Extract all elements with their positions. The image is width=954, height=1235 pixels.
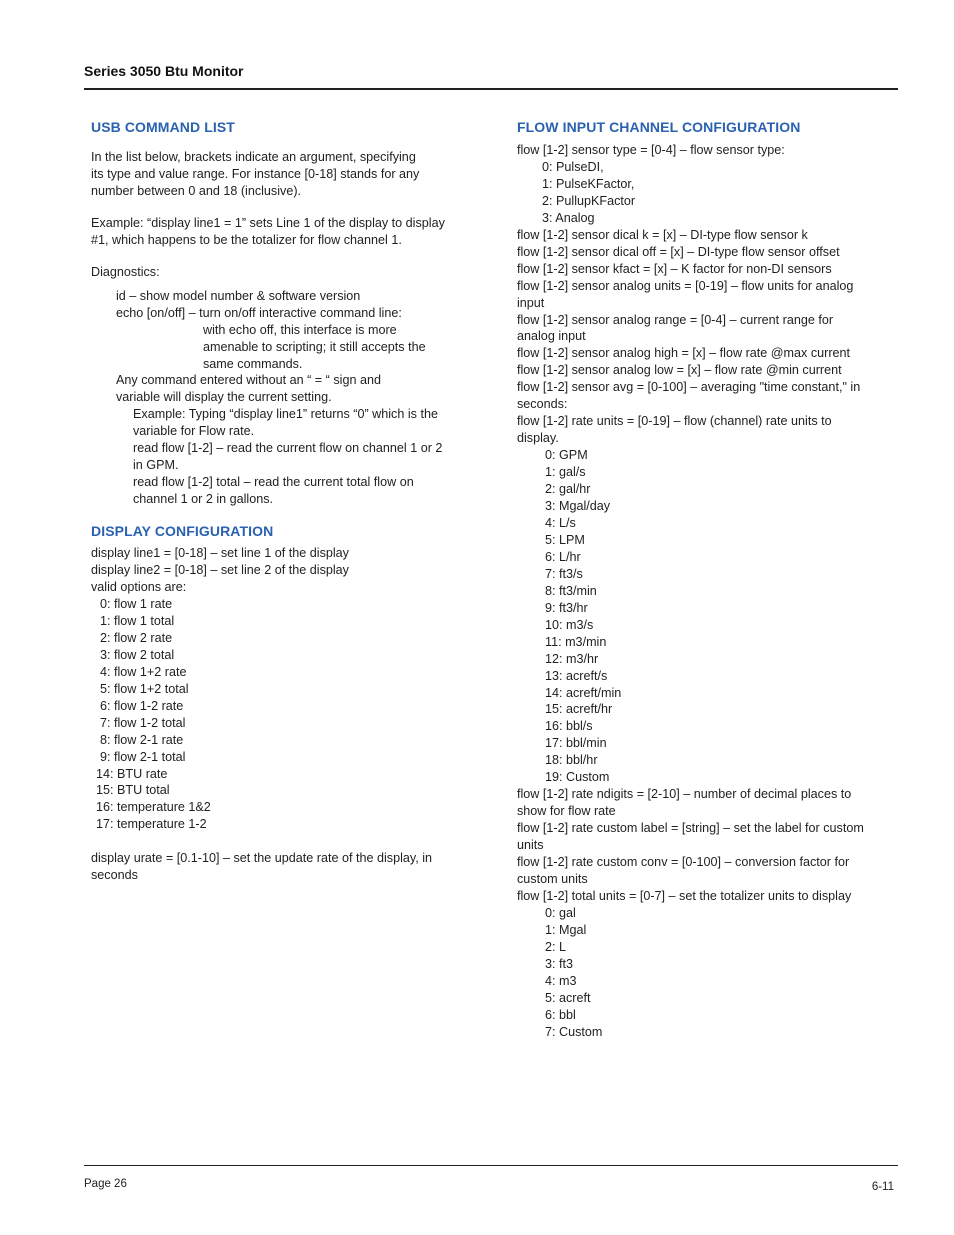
total-unit-option: 6: bbl bbox=[545, 1007, 576, 1022]
rate-unit-option: 0: GPM bbox=[545, 448, 588, 463]
flow-config-line: flow [1-2] sensor avg = [0-100] – averaging "time constant," in bbox=[517, 380, 861, 395]
display-option: 2: flow 2 rate bbox=[100, 630, 173, 645]
total-unit-option: 7: Custom bbox=[545, 1024, 603, 1039]
page-number: Page 26 bbox=[84, 1178, 127, 1190]
flow-config-line: seconds: bbox=[517, 397, 568, 412]
display-option: 15: BTU total bbox=[96, 783, 170, 798]
display-option: 7: flow 1-2 total bbox=[100, 715, 186, 730]
rate-unit-option: 10: m3/s bbox=[545, 617, 594, 632]
flow-config-line: flow [1-2] sensor analog units = [0-19] – flow units for analog bbox=[517, 278, 854, 293]
rate-unit-option: 3: Mgal/day bbox=[545, 499, 611, 514]
read-total-line: read flow [1-2] total – read the current total flow on bbox=[133, 475, 414, 490]
rate-unit-option: 6: L/hr bbox=[545, 549, 581, 564]
rate-unit-option: 13: acreft/s bbox=[545, 668, 608, 683]
total-unit-option: 1: Mgal bbox=[545, 922, 587, 937]
flow-config-line: custom units bbox=[517, 871, 588, 886]
usb-example-line: Example: “display line1 = 1” sets Line 1 of the display to display bbox=[91, 215, 445, 230]
section-number: 6-11 bbox=[871, 1181, 894, 1193]
rate-unit-option: 14: acreft/min bbox=[545, 685, 622, 700]
display-option: 9: flow 2-1 total bbox=[100, 749, 186, 764]
sensor-type-option: 2: PullupKFactor bbox=[542, 193, 636, 208]
rate-unit-option: 12: m3/hr bbox=[545, 651, 599, 666]
typing-example-line: variable for Flow rate. bbox=[133, 424, 255, 439]
diag-echo-note: same commands. bbox=[203, 356, 303, 371]
flow-config-line: flow [1-2] rate units = [0-19] – flow (channel) rate units to bbox=[517, 414, 832, 429]
display-option: 17: temperature 1-2 bbox=[96, 817, 207, 832]
display-config-line: display line1 = [0-18] – set line 1 of the display bbox=[91, 546, 349, 561]
display-urate-line: display urate = [0.1-10] – set the update rate of the display, in bbox=[91, 851, 433, 866]
left-column bbox=[91, 118, 471, 884]
flow-config-line: display. bbox=[517, 431, 559, 446]
usb-intro-line: In the list below, brackets indicate an argument, specifying bbox=[91, 150, 416, 164]
display-option: 16: temperature 1&2 bbox=[96, 800, 211, 815]
display-option: 6: flow 1-2 rate bbox=[100, 698, 184, 713]
rate-unit-option: 15: acreft/hr bbox=[545, 702, 613, 717]
page-header-title: Series 3050 Btu Monitor bbox=[84, 63, 244, 79]
sensor-type-option: 0: PulseDI, bbox=[542, 159, 604, 174]
flow-config-line: flow [1-2] rate ndigits = [2-10] – number of decimal places to bbox=[517, 787, 852, 802]
total-unit-option: 0: gal bbox=[545, 905, 576, 920]
flow-config-line: units bbox=[517, 838, 544, 853]
rate-unit-option: 18: bbl/hr bbox=[545, 753, 598, 768]
display-config-line: valid options are: bbox=[91, 580, 187, 595]
diagnostics-label: Diagnostics: bbox=[91, 264, 160, 279]
rate-unit-option: 5: LPM bbox=[545, 532, 585, 547]
diag-id-line: id – show model number & software version bbox=[116, 288, 361, 303]
display-option: 5: flow 1+2 total bbox=[100, 681, 189, 696]
total-unit-option: 4: m3 bbox=[545, 973, 577, 988]
total-unit-option: 5: acreft bbox=[545, 990, 591, 1005]
flow-config-line: flow [1-2] sensor kfact = [x] – K factor for non-DI sensors bbox=[517, 261, 832, 276]
usb-intro-line: its type and value range. For instance [0-18] stands for any bbox=[91, 166, 420, 181]
usb-intro-line: number between 0 and 18 (inclusive). bbox=[91, 183, 302, 198]
usb-example-line: #1, which happens to be the totalizer for flow channel 1. bbox=[91, 232, 402, 247]
read-total-line: channel 1 or 2 in gallons. bbox=[133, 492, 274, 507]
diag-echo-line: echo [on/off] – turn on/off interactive command line: bbox=[116, 305, 402, 320]
rate-unit-option: 19: Custom bbox=[545, 770, 610, 785]
read-flow-line: read flow [1-2] – read the current flow on channel 1 or 2 bbox=[133, 441, 443, 456]
flow-config-line: show for flow rate bbox=[517, 804, 616, 819]
flow-config-line: input bbox=[517, 295, 545, 310]
any-command-line: variable will display the current setting. bbox=[116, 390, 332, 405]
display-configuration-heading: DISPLAY CONFIGURATION bbox=[91, 523, 274, 540]
display-option: 8: flow 2-1 rate bbox=[100, 732, 184, 747]
rate-unit-option: 8: ft3/min bbox=[545, 583, 597, 598]
display-option: 0: flow 1 rate bbox=[100, 596, 173, 611]
total-unit-option: 3: ft3 bbox=[545, 956, 574, 971]
rate-unit-option: 9: ft3/hr bbox=[545, 600, 588, 615]
usb-command-list-heading: USB COMMAND LIST bbox=[91, 119, 235, 135]
display-config-line: display line2 = [0-18] – set line 2 of the display bbox=[91, 563, 349, 578]
display-option: 3: flow 2 total bbox=[100, 647, 175, 662]
sensor-type-option: 3: Analog bbox=[542, 210, 595, 225]
flow-config-line: flow [1-2] rate custom label = [string] – set the label for custom bbox=[517, 821, 864, 836]
sensor-type-option: 1: PulseKFactor, bbox=[542, 176, 635, 191]
rate-unit-option: 2: gal/hr bbox=[545, 482, 591, 497]
rate-unit-option: 1: gal/s bbox=[545, 465, 586, 480]
display-option: 1: flow 1 total bbox=[100, 613, 175, 628]
diag-echo-note: amenable to scripting; it still accepts the bbox=[203, 339, 426, 354]
flow-input-config-heading: FLOW INPUT CHANNEL CONFIGURATION bbox=[517, 119, 801, 135]
flow-config-line: analog input bbox=[517, 329, 586, 344]
flow-sensor-type-line: flow [1-2] sensor type = [0-4] – flow sensor type: bbox=[517, 143, 785, 157]
flow-config-line: flow [1-2] sensor analog high = [x] – flow rate @max current bbox=[517, 346, 851, 361]
flow-config-line: flow [1-2] rate custom conv = [0-100] – conversion factor for bbox=[517, 855, 850, 870]
flow-config-line: flow [1-2] sensor dical k = [x] – DI-type flow sensor k bbox=[517, 227, 808, 242]
any-command-line: Any command entered without an “ = “ sign and bbox=[116, 373, 381, 388]
footer-rule bbox=[84, 1165, 898, 1166]
display-option: 4: flow 1+2 rate bbox=[100, 664, 187, 679]
rate-unit-option: 4: L/s bbox=[545, 515, 576, 530]
flow-config-line: flow [1-2] total units = [0-7] – set the totalizer units to display bbox=[517, 888, 852, 903]
read-flow-line: in GPM. bbox=[133, 458, 179, 473]
total-unit-option: 2: L bbox=[545, 939, 567, 954]
display-option: 14: BTU rate bbox=[96, 766, 168, 781]
flow-config-line: flow [1-2] sensor analog range = [0-4] – current range for bbox=[517, 312, 834, 327]
rate-unit-option: 17: bbl/min bbox=[545, 736, 607, 751]
flow-config-line: flow [1-2] sensor dical off = [x] – DI-type flow sensor offset bbox=[517, 244, 840, 259]
rate-unit-option: 7: ft3/s bbox=[545, 566, 583, 581]
rate-unit-option: 11: m3/min bbox=[545, 634, 607, 649]
header-rule bbox=[84, 88, 898, 90]
typing-example-line: Example: Typing “display line1” returns “0” which is the bbox=[133, 407, 438, 422]
right-column bbox=[517, 118, 897, 1041]
diag-echo-note: with echo off, this interface is more bbox=[203, 322, 397, 337]
display-urate-line: seconds bbox=[91, 868, 138, 883]
flow-config-line: flow [1-2] sensor analog low = [x] – flow rate @min current bbox=[517, 363, 842, 378]
rate-unit-option: 16: bbl/s bbox=[545, 719, 593, 734]
